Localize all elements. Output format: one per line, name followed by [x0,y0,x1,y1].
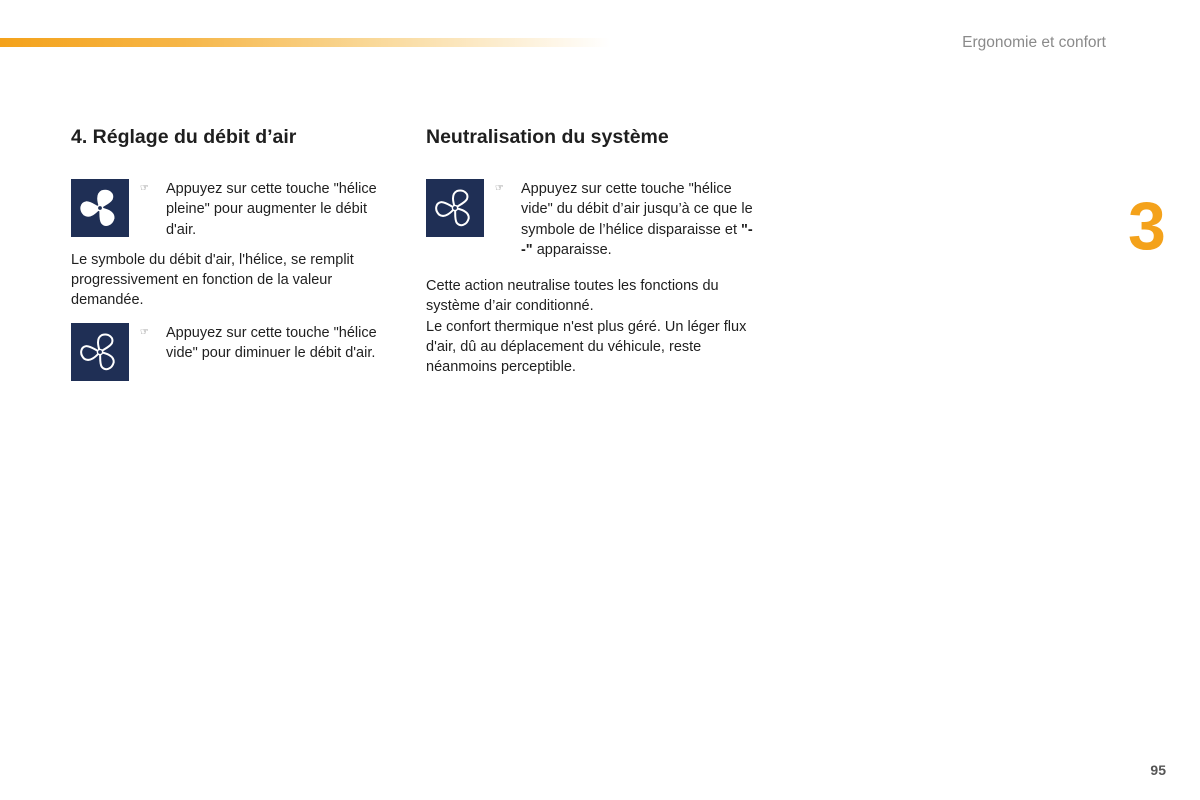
decrease-airflow-text: Appuyez sur cette touche "hélice vide" pour diminuer le débit d'air. [165,324,377,362]
pointing-hand-icon: ☞ [140,326,149,338]
chapter-number: 3 [1128,188,1166,264]
system-off-description-1: Cette action neutralise toutes les fonctions du système d’air conditionné. [426,278,719,315]
increase-airflow-text: Appuyez sur cette touche "hélice pleine" pour augmenter le débit d'air. [165,181,377,238]
airflow-section [71,126,401,391]
header-accent-bar [0,38,610,47]
page-number: 95 [1150,762,1166,778]
pointing-hand-icon: ☞ [140,183,149,194]
system-off-text-part2: apparaisse. [532,241,612,258]
system-off-description-2: Le confort thermique n'est plus géré. Un léger flux d'air, dû au déplacement du véhicule, reste néanmoins perceptible. [426,318,747,376]
increase-airflow-item [71,179,401,240]
system-off-item [426,179,756,260]
fan-empty-icon [426,179,484,237]
system-off-text [521,179,756,260]
system-off-section [426,126,756,378]
airflow-description: Le symbole du débit d'air, l'hélice, se remplit progressivement en fonction de la valeur demandée. [71,251,354,309]
fan-full-icon [71,179,129,237]
system-off-symbol: "- -" [520,221,753,258]
system-off-description [426,276,756,377]
system-off-text-part1: Appuyez sur cette touche "hélice vide" du débit d’air jusqu’à ce que le symbole de l’hélice disparaisse et [520,181,753,238]
airflow-section-title: 4. Réglage du débit d’air [71,126,297,148]
decrease-airflow-item [71,323,401,381]
pointing-hand-icon: ☞ [495,183,504,194]
fan-empty-icon [71,323,129,381]
section-label: Ergonomie et confort [962,34,1106,51]
system-off-section-title: Neutralisation du système [426,126,669,148]
